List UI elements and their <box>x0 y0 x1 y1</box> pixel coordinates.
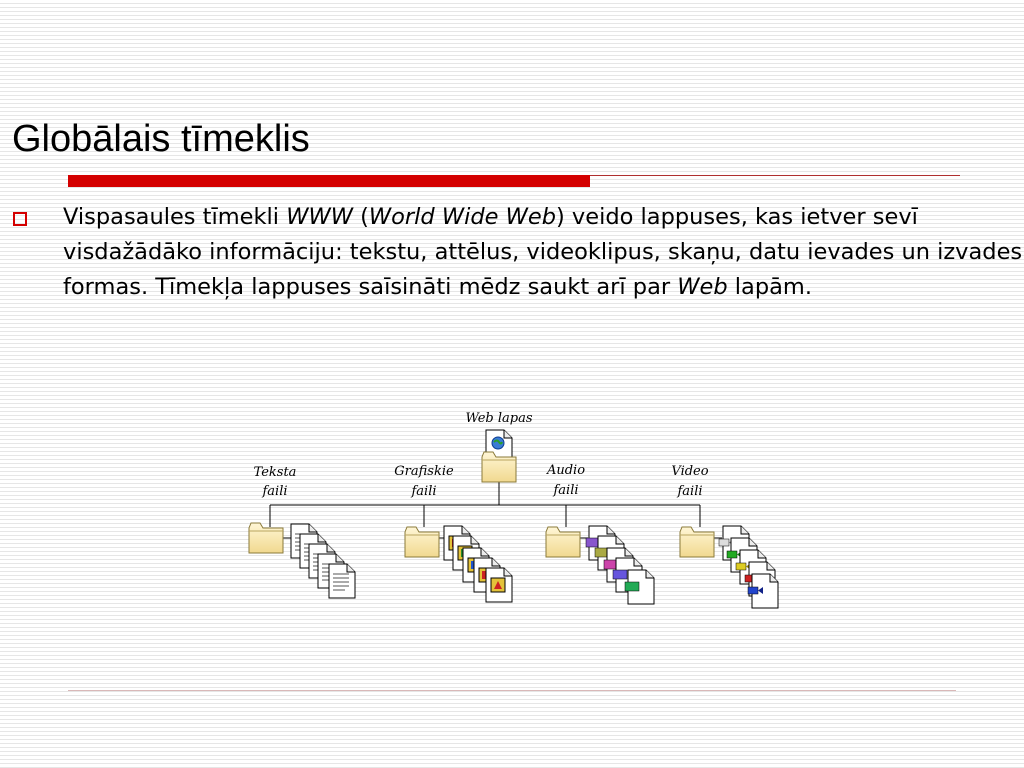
svg-text:Audio: Audio <box>546 463 586 478</box>
folder-icon <box>680 527 714 557</box>
video-file-stack <box>719 526 778 608</box>
svg-text:faili: faili <box>411 484 437 499</box>
paragraph-text: ( <box>352 204 369 230</box>
folder-icon <box>405 527 439 557</box>
paragraph-emphasis-world-wide-web: World Wide Web <box>368 204 556 230</box>
image-file-stack <box>444 526 512 602</box>
tree-connectors <box>270 482 722 538</box>
text-document-icon <box>329 564 355 598</box>
svg-text:Grafiskie: Grafiskie <box>394 464 454 479</box>
root-node <box>465 411 532 482</box>
branch-label-text-files <box>254 465 297 499</box>
audio-file-icon <box>625 570 654 604</box>
folder-icon <box>482 452 516 482</box>
paragraph-emphasis-web: Web <box>677 274 728 300</box>
footer-divider <box>68 690 956 691</box>
paragraph-emphasis-www: WWW <box>286 204 353 230</box>
image-file-icon <box>486 568 512 602</box>
slide-title: Globālais tīmeklis <box>12 118 310 160</box>
svg-text:Teksta: Teksta <box>253 465 297 480</box>
audio-file-stack <box>586 526 654 604</box>
folder-icon <box>249 523 283 553</box>
video-file-icon <box>748 574 778 608</box>
folder-icon <box>546 527 580 557</box>
branch-label-audio-files <box>546 463 585 498</box>
svg-text:Video: Video <box>671 464 709 479</box>
paragraph-text: Vispasaules tīmekli <box>63 204 287 230</box>
paragraph-text: ) veido lappuses, kas ietver sevī visdažādāko informāciju: tekstu, attēlus, videoklipus, skaņu, datu ievades un izvades formas. Tīmekļa lappuses saīsināti mēdz saukt arī par <box>63 204 1023 300</box>
root-label: Web lapas <box>465 411 533 426</box>
paragraph-text: lapām. <box>727 274 812 300</box>
branch-label-image-files <box>394 464 454 499</box>
svg-text:faili: faili <box>677 484 703 499</box>
svg-text:faili: faili <box>262 484 288 499</box>
text-document-stack <box>291 524 355 598</box>
svg-text:faili: faili <box>553 483 579 498</box>
branch-label-video-files <box>671 464 708 499</box>
